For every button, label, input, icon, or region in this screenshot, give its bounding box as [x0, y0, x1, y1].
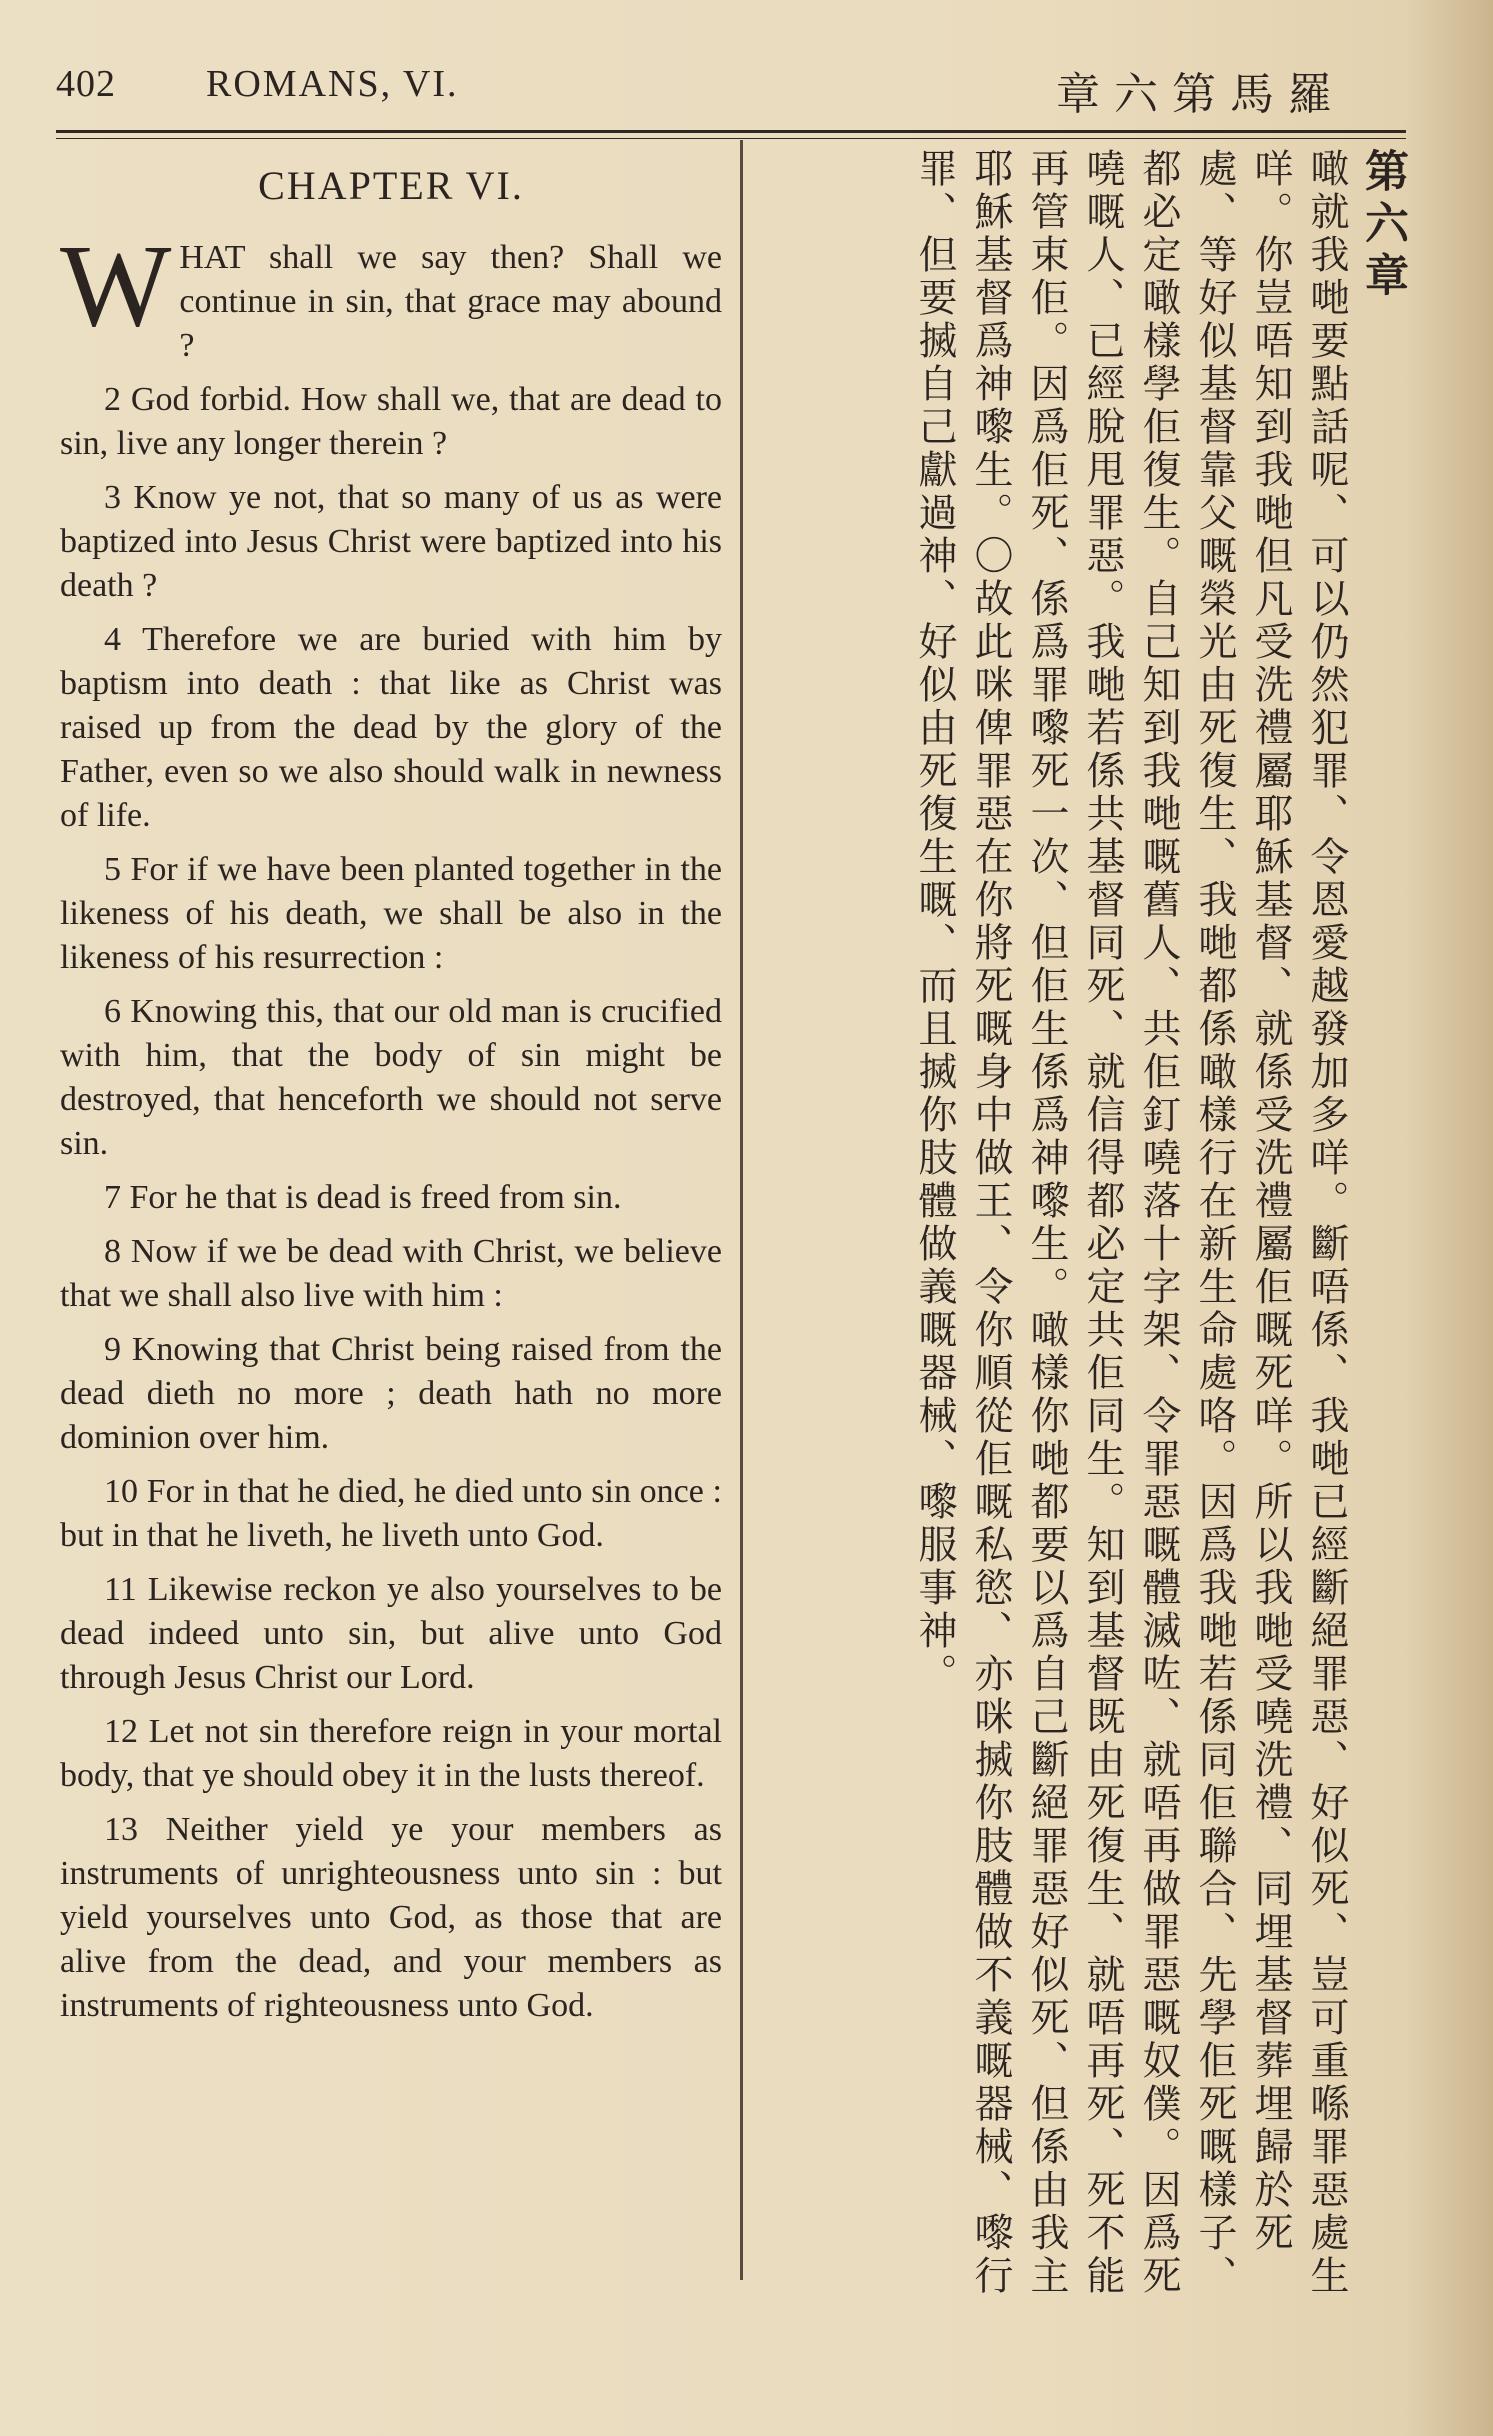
- drop-cap: W: [60, 220, 172, 351]
- verse-10: 10 For in that he died, he died unto sin once : but in that he liveth, he liveth unto God.: [60, 1473, 722, 1554]
- chapter-title: CHAPTER VI.: [258, 163, 524, 208]
- verse-3: 3 Know ye not, that so many of us as were baptized into Jesus Christ were baptized into his death ?: [60, 479, 722, 604]
- verse-1: [60, 220, 722, 368]
- english-column: [60, 160, 722, 2320]
- running-title: ROMANS, VI.: [206, 63, 459, 105]
- chinese-running-title: 羅馬第六章: [1056, 69, 1346, 120]
- page-header: [56, 58, 1406, 118]
- verse-11: 11 Likewise reckon ye also yourselves to be dead indeed unto sin, but alive unto God through Jesus Christ our Lord.: [60, 1571, 722, 1696]
- chinese-text: 噉就我哋要點話呢、可以仍然犯罪、令恩愛越發加多咩。斷唔係、我哋已經斷絕罪惡、好似死、豈可重喺罪惡處生咩。你豈唔知到我哋但凡受洗禮屬耶穌基督、就係受洗禮屬佢嘅死咩。所以我哋受嘵洗禮、同埋基督葬埋歸於死處、等好似基督靠父嘅榮光由死復生、我哋都係噉樣行在新生命處咯。因爲我哋若係同佢聯合、先學佢死嘅樣子、都必定噉樣學佢復生。自己知到我哋嘅舊人、共佢釘嘵落十字架、令罪惡嘅體滅咗、就唔再做罪惡嘅奴僕。因爲死嘵嘅人、已經脫甩罪惡。我哋若係共基督同死、就信得都必定共佢同生。知到基督既由死復生、就唔再死、死不能再管束佢。因爲佢死、係爲罪嚟死一次、但佢生係爲神嚟生。噉樣你哋都要以爲自己斷絕罪惡好似死、但係由我主耶穌基督爲神嚟生。〇故此咪俾罪惡在你將死嘅身中做王、令你順從佢嘅私慾、亦咪搣你肢體做不義嘅器械、嚟行罪、但要搣自己獻過神、好似由死復生嘅、而且搣你肢體做義嘅器械、嚟服事神。: [912, 148, 1349, 2298]
- header-rule: [56, 130, 1406, 139]
- verse-6: 6 Knowing this, that our old man is crucified with him, that the body of sin might be destroyed, that henceforth we should not serve sin.: [60, 993, 722, 1162]
- verse-5: 5 For if we have been planted together in the likeness of his death, we shall be also in the likeness of his resurrection :: [60, 851, 722, 976]
- verse-2: 2 God forbid. How shall we, that are dead to sin, live any longer therein ?: [60, 381, 722, 462]
- verse-12: 12 Let not sin therefore reign in your mortal body, that ye should obey it in the lusts thereof.: [60, 1713, 722, 1794]
- verse-13: 13 Neither yield ye your members as instruments of unrighteousness unto sin : but yield yourselves unto God, as those that are alive from the dead, and your members as instruments of righteousness unto God.: [60, 1811, 722, 2024]
- verse-9: 9 Knowing that Christ being raised from the dead dieth no more ; death hath no more dominion over him.: [60, 1331, 722, 1456]
- page-number: 402: [56, 63, 116, 105]
- chinese-chapter-heading: 第六章: [1357, 148, 1408, 304]
- verse-7: 7 For he that is dead is freed from sin.: [104, 1179, 622, 1216]
- chinese-column: [770, 148, 1410, 2318]
- column-divider: [740, 140, 743, 2280]
- verse-1-text: HAT shall we say then? Shall we continue in sin, that grace may abound ?: [179, 239, 722, 364]
- verse-8: 8 Now if we be dead with Christ, we believe that we shall also live with him :: [60, 1233, 722, 1314]
- verse-4: 4 Therefore we are buried with him by baptism into death : that like as Christ was raised up from the dead by the glory of the Father, even so we also should walk in newness of life.: [60, 621, 722, 834]
